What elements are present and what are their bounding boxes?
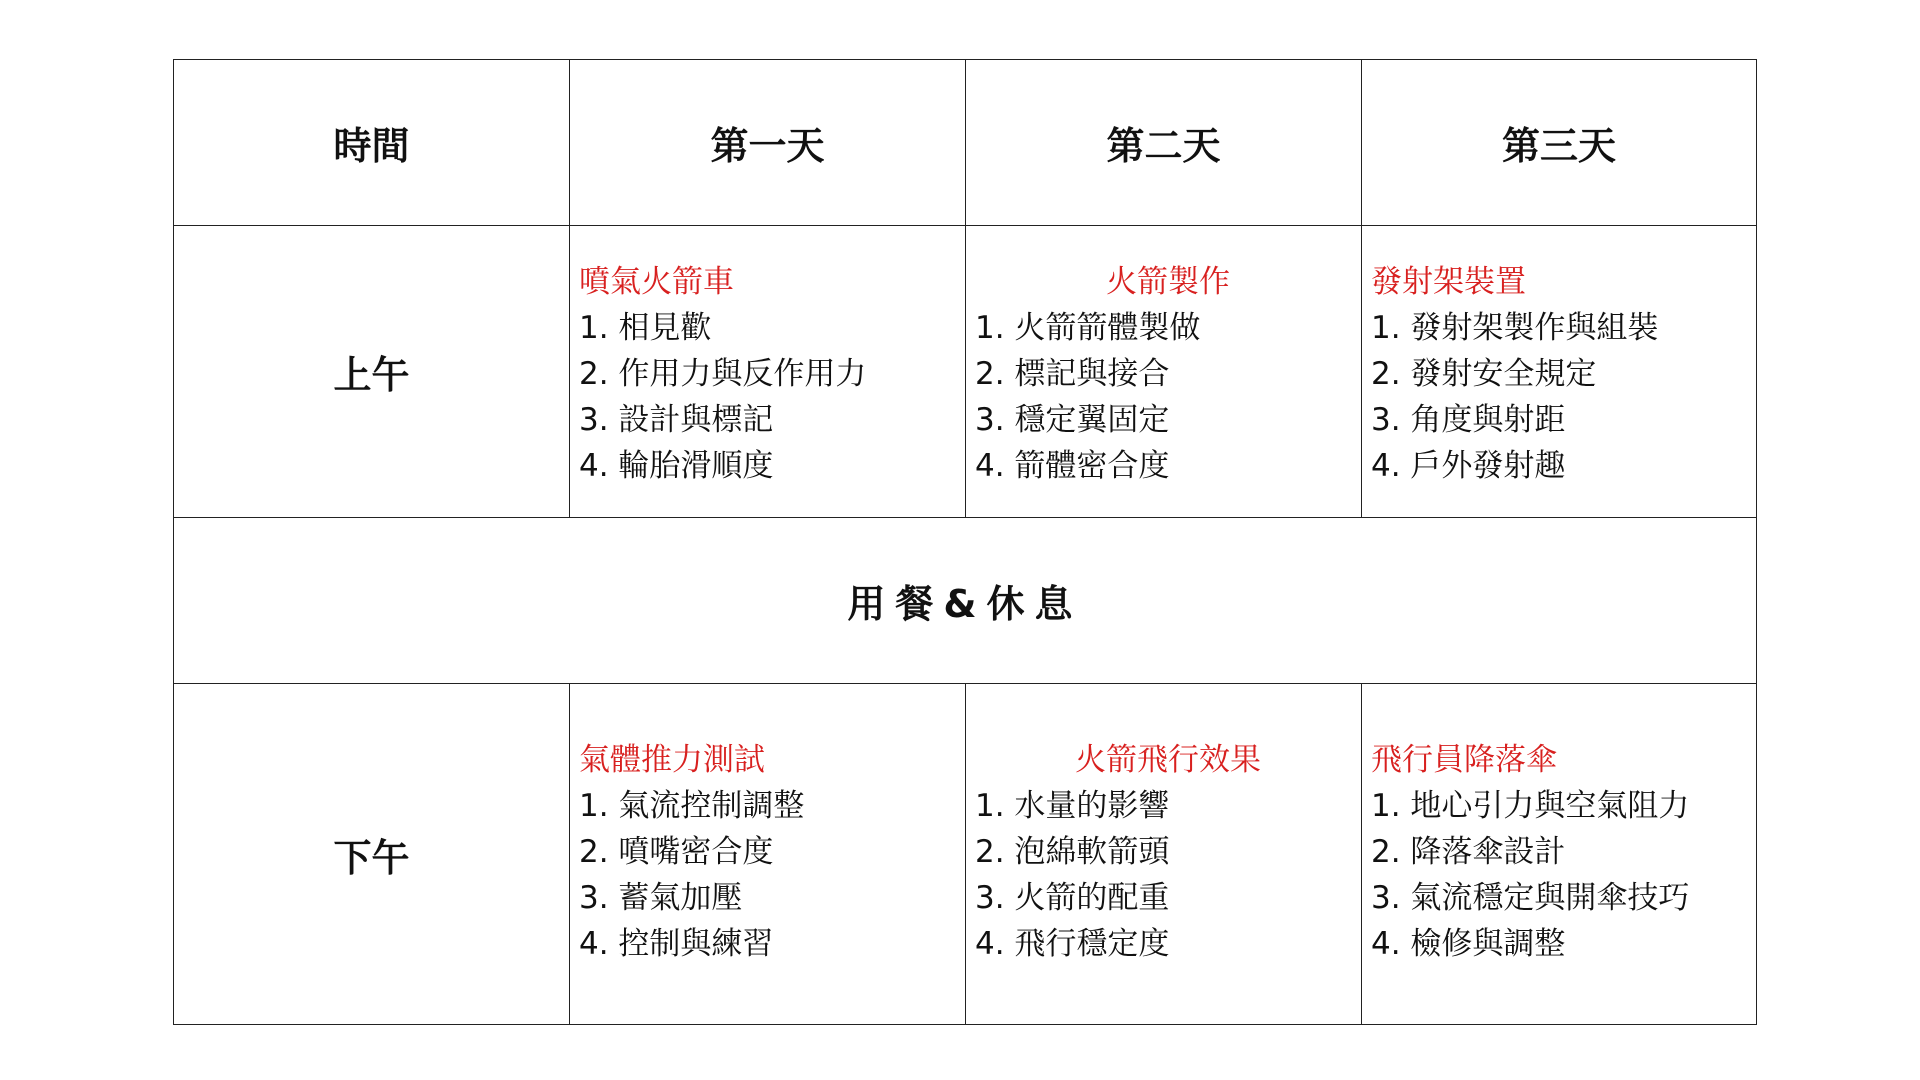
list-item: 1. 相見歡 [579,310,712,346]
list-item: 1. 火箭箭體製做 [975,310,1201,346]
list-item: 1. 水量的影響 [975,788,1170,824]
topic-title: 發射架裝置 [1371,264,1526,300]
list-item: 3. 氣流穩定與開傘技巧 [1371,880,1690,916]
topic-title: 噴氣火箭車 [579,264,734,300]
header-day1: 第一天 [570,60,966,226]
break-row [174,518,1757,684]
afternoon-day2-cell [966,684,1362,1025]
list-item: 3. 設計與標記 [579,402,774,438]
header-day3: 第三天 [1362,60,1757,226]
list-item: 2. 降落傘設計 [1371,834,1566,870]
afternoon-row [174,684,1757,1025]
header-day2: 第二天 [966,60,1362,226]
afternoon-day3-cell [1362,684,1757,1025]
list-item: 4. 箭體密合度 [975,448,1170,484]
period-morning: 上午 [174,226,570,518]
list-item: 2. 發射安全規定 [1371,356,1597,392]
list-item: 4. 控制與練習 [579,926,774,962]
list-item: 4. 檢修與調整 [1371,926,1566,962]
list-item: 3. 火箭的配重 [975,880,1170,916]
list-item: 4. 戶外發射趣 [1371,448,1566,484]
list-item: 2. 噴嘴密合度 [579,834,774,870]
topic-title: 火箭飛行效果 [1075,742,1261,778]
list-item: 4. 飛行穩定度 [975,926,1170,962]
header-row [174,60,1757,226]
morning-day1-cell [570,226,966,518]
list-item: 2. 泡綿軟箭頭 [975,834,1170,870]
list-item: 3. 穩定翼固定 [975,402,1170,438]
list-item: 2. 作用力與反作用力 [579,356,867,392]
topic-title: 飛行員降落傘 [1371,742,1557,778]
topic-title: 火箭製作 [1106,264,1230,300]
list-item: 1. 地心引力與空氣阻力 [1371,788,1690,824]
list-item: 2. 標記與接合 [975,356,1170,392]
afternoon-day1-cell [570,684,966,1025]
list-item: 1. 發射架製作與組裝 [1371,310,1659,346]
schedule-table [173,59,1757,1025]
list-item: 3. 蓄氣加壓 [579,880,743,916]
list-item: 1. 氣流控制調整 [579,788,805,824]
list-item: 4. 輪胎滑順度 [579,448,774,484]
topic-title: 氣體推力測試 [579,742,765,778]
morning-day3-cell [1362,226,1757,518]
list-item: 3. 角度與射距 [1371,402,1566,438]
morning-day2-cell [966,226,1362,518]
break-label: 用餐&休息 [174,518,1757,684]
morning-row [174,226,1757,518]
header-time: 時間 [174,60,570,226]
period-afternoon: 下午 [174,684,570,1025]
